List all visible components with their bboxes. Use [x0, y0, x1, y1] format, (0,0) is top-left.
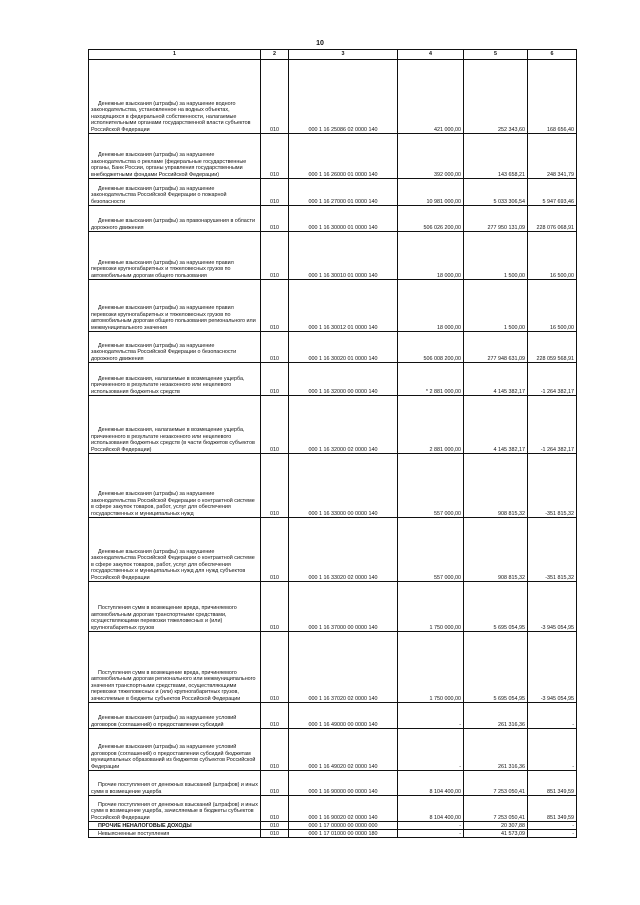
table-row [89, 796, 577, 822]
table-row [89, 729, 577, 771]
row-planned-amount: * 2 881 000,00 [398, 363, 464, 396]
header-col-2: 2 [261, 50, 289, 60]
row-planned-amount: - [398, 729, 464, 771]
row-unexecuted-amount: 228 059 568,91 [528, 332, 577, 363]
row-planned-amount: 506 026 200,00 [398, 206, 464, 232]
table-row [89, 280, 577, 332]
row-line-code: 010 [261, 396, 289, 454]
row-unexecuted-amount: - [528, 822, 577, 830]
row-budget-code: 000 1 16 30020 01 0000 140 [289, 332, 398, 363]
row-executed-amount: 277 948 631,09 [464, 332, 528, 363]
header-row [89, 50, 577, 60]
row-name: Поступления сумм в возмещение вреда, причиняемого автомобильным дорогам транспортными средствами, осуществляющими перевозки тяжеловесных и (или) крупногабаритных грузов [89, 582, 261, 632]
row-executed-amount: 252 343,60 [464, 60, 528, 134]
row-planned-amount: 1 750 000,00 [398, 582, 464, 632]
row-line-code: 010 [261, 280, 289, 332]
row-budget-code: 000 1 16 33000 00 0000 140 [289, 454, 398, 518]
row-name: Невыясненные поступления [89, 830, 261, 838]
row-unexecuted-amount: -3 945 054,95 [528, 582, 577, 632]
row-planned-amount: 392 000,00 [398, 134, 464, 179]
header-col-4: 4 [398, 50, 464, 60]
row-name: Денежные взыскания (штрафы) за нарушение водного законодательства, установленное на водных объектах, находящихся в федеральной собственности, налагаемые исполнительными органами государственной власти субъектов Российской Федерации [89, 60, 261, 134]
table-row [89, 582, 577, 632]
row-planned-amount: 2 881 000,00 [398, 396, 464, 454]
row-executed-amount: 261 316,36 [464, 703, 528, 729]
row-name: Денежные взыскания (штрафы) за нарушение правил перевозки крупногабаритных и тяжеловесных грузов по автомобильным дорогам общего пользования [89, 232, 261, 280]
row-line-code: 010 [261, 703, 289, 729]
row-name: Денежные взыскания, налагаемые в возмещение ущерба, причиненного в результате незаконного или нецелевого использования бюджетных средств (в части бюджетов субъектов Российской Федерации) [89, 396, 261, 454]
row-line-code: 010 [261, 454, 289, 518]
row-planned-amount: - [398, 703, 464, 729]
row-unexecuted-amount: 851 349,59 [528, 796, 577, 822]
table-row [89, 396, 577, 454]
row-budget-code: 000 1 16 37020 02 0000 140 [289, 632, 398, 703]
row-planned-amount: 10 981 000,00 [398, 179, 464, 206]
row-budget-code: 000 1 16 26000 01 0000 140 [289, 134, 398, 179]
row-planned-amount: 557 000,00 [398, 518, 464, 582]
row-executed-amount: 908 815,32 [464, 454, 528, 518]
table-row [89, 703, 577, 729]
row-executed-amount: 261 316,36 [464, 729, 528, 771]
row-line-code: 010 [261, 771, 289, 796]
table-row [89, 771, 577, 796]
row-line-code: 010 [261, 796, 289, 822]
row-budget-code: 000 1 17 01000 00 0000 180 [289, 830, 398, 838]
row-budget-code: 000 1 16 90020 02 0000 140 [289, 796, 398, 822]
row-name: Денежные взыскания (штрафы) за нарушение законодательства Российской Федерации о контрактной системе в сфере закупок товаров, работ, услуг для обеспечения государственных и муниципальных нужд для нужд субъектов Российской Федерации [89, 518, 261, 582]
row-name: Денежные взыскания, налагаемые в возмещение ущерба, причиненного в результате незаконного или нецелевого использования бюджетных средств [89, 363, 261, 396]
row-budget-code: 000 1 16 49020 02 0000 140 [289, 729, 398, 771]
row-unexecuted-amount: -1 264 382,17 [528, 396, 577, 454]
row-line-code: 010 [261, 518, 289, 582]
page-number: 10 [316, 40, 324, 47]
row-planned-amount: 1 750 000,00 [398, 632, 464, 703]
row-unexecuted-amount: -3 945 054,95 [528, 632, 577, 703]
row-line-code: 010 [261, 363, 289, 396]
row-planned-amount: - [398, 830, 464, 838]
row-budget-code: 000 1 16 25086 02 0000 140 [289, 60, 398, 134]
row-planned-amount: 557 000,00 [398, 454, 464, 518]
header-col-1: 1 [89, 50, 261, 60]
row-name: ПРОЧИЕ НЕНАЛОГОВЫЕ ДОХОДЫ [89, 822, 261, 830]
row-name: Поступления сумм в возмещение вреда, причиняемого автомобильным дорогам регионального или межмуниципального значения транспортными средствами, осуществляющими перевозки тяжеловесных и (или) крупногабаритных грузов, зачисляемые в бюджеты субъектов Российской Федерации [89, 632, 261, 703]
row-unexecuted-amount: - [528, 703, 577, 729]
row-line-code: 010 [261, 830, 289, 838]
row-unexecuted-amount: 248 341,79 [528, 134, 577, 179]
table-row [89, 830, 577, 838]
row-planned-amount: 18 000,00 [398, 232, 464, 280]
row-name: Денежные взыскания (штрафы) за нарушение законодательства Российской Федерации о безопасности дорожного движения [89, 332, 261, 363]
row-budget-code: 000 1 16 90000 00 0000 140 [289, 771, 398, 796]
row-budget-code: 000 1 16 32000 02 0000 140 [289, 396, 398, 454]
table-row [89, 518, 577, 582]
row-unexecuted-amount: 228 076 068,91 [528, 206, 577, 232]
header-col-5: 5 [464, 50, 528, 60]
row-budget-code: 000 1 17 00000 00 0000 000 [289, 822, 398, 830]
row-planned-amount: 18 000,00 [398, 280, 464, 332]
table-row [89, 206, 577, 232]
row-executed-amount: 4 145 382,17 [464, 363, 528, 396]
row-line-code: 010 [261, 60, 289, 134]
row-unexecuted-amount: - [528, 729, 577, 771]
table-row [89, 232, 577, 280]
row-budget-code: 000 1 16 30000 01 0000 140 [289, 206, 398, 232]
row-executed-amount: 143 658,21 [464, 134, 528, 179]
row-unexecuted-amount: 168 656,40 [528, 60, 577, 134]
row-name: Денежные взыскания (штрафы) за нарушение законодательства Российской Федерации о пожарной безопасности [89, 179, 261, 206]
row-executed-amount: 7 253 050,41 [464, 771, 528, 796]
row-budget-code: 000 1 16 37000 00 0000 140 [289, 582, 398, 632]
row-planned-amount: - [398, 822, 464, 830]
row-name: Денежные взыскания (штрафы) за нарушение условий договоров (соглашений) о предоставлении субсидий [89, 703, 261, 729]
row-name: Прочие поступления от денежных взысканий (штрафов) и иных сумм в возмещение ущерба, зачисляемые в бюджеты субъектов Российской Федерации [89, 796, 261, 822]
table-row [89, 363, 577, 396]
row-name: Денежные взыскания (штрафы) за нарушение правил перевозки крупногабаритных и тяжеловесных грузов по автомобильным дорогам общего пользования регионального или межмуниципального значения [89, 280, 261, 332]
row-budget-code: 000 1 16 30010 01 0000 140 [289, 232, 398, 280]
row-unexecuted-amount: 16 500,00 [528, 232, 577, 280]
row-executed-amount: 41 573,09 [464, 830, 528, 838]
row-unexecuted-amount: -351 815,32 [528, 454, 577, 518]
table-row [89, 179, 577, 206]
row-planned-amount: 421 000,00 [398, 60, 464, 134]
row-line-code: 010 [261, 179, 289, 206]
row-line-code: 010 [261, 632, 289, 703]
row-executed-amount: 20 307,88 [464, 822, 528, 830]
row-name: Денежные взыскания (штрафы) за нарушение законодательства о рекламе (федеральные государственные органы, Банк России, органы управления государственными внебюджетными фондами Российской Федерации) [89, 134, 261, 179]
row-line-code: 010 [261, 206, 289, 232]
row-line-code: 010 [261, 729, 289, 771]
table-row [89, 454, 577, 518]
header-col-6: 6 [528, 50, 577, 60]
header-col-3: 3 [289, 50, 398, 60]
row-planned-amount: 506 008 200,00 [398, 332, 464, 363]
row-name: Денежные взыскания (штрафы) за правонарушения в области дорожного движения [89, 206, 261, 232]
row-executed-amount: 7 253 050,41 [464, 796, 528, 822]
row-budget-code: 000 1 16 30012 01 0000 140 [289, 280, 398, 332]
row-executed-amount: 908 815,32 [464, 518, 528, 582]
row-unexecuted-amount: - [528, 830, 577, 838]
row-line-code: 010 [261, 232, 289, 280]
row-unexecuted-amount: -351 815,32 [528, 518, 577, 582]
row-name: Денежные взыскания (штрафы) за нарушение законодательства Российской Федерации о контрактной системе в сфере закупок товаров, работ, услуг для обеспечения государственных и муниципальных нужд [89, 454, 261, 518]
row-unexecuted-amount: -1 264 382,17 [528, 363, 577, 396]
row-unexecuted-amount: 5 947 693,46 [528, 179, 577, 206]
table-row [89, 332, 577, 363]
row-budget-code: 000 1 16 32000 00 0000 140 [289, 363, 398, 396]
row-budget-code: 000 1 16 27000 01 0000 140 [289, 179, 398, 206]
row-name: Прочие поступления от денежных взысканий (штрафов) и иных сумм в возмещение ущерба [89, 771, 261, 796]
row-name: Денежные взыскания (штрафы) за нарушение условий договоров (соглашений) о предоставлении субсидий бюджетам муниципальных образований из бюджетов субъектов Российской Федерации [89, 729, 261, 771]
row-line-code: 010 [261, 582, 289, 632]
row-line-code: 010 [261, 134, 289, 179]
revenue-table [88, 49, 577, 838]
row-line-code: 010 [261, 332, 289, 363]
row-planned-amount: 8 104 400,00 [398, 771, 464, 796]
row-line-code: 010 [261, 822, 289, 830]
table-row [89, 632, 577, 703]
table-row [89, 60, 577, 134]
row-executed-amount: 5 695 054,95 [464, 582, 528, 632]
row-executed-amount: 1 500,00 [464, 232, 528, 280]
row-budget-code: 000 1 16 33020 02 0000 140 [289, 518, 398, 582]
row-unexecuted-amount: 16 500,00 [528, 280, 577, 332]
row-planned-amount: 8 104 400,00 [398, 796, 464, 822]
row-executed-amount: 5 695 054,95 [464, 632, 528, 703]
table-row [89, 822, 577, 830]
row-unexecuted-amount: 851 349,59 [528, 771, 577, 796]
row-executed-amount: 5 033 306,54 [464, 179, 528, 206]
row-executed-amount: 1 500,00 [464, 280, 528, 332]
row-executed-amount: 277 950 131,09 [464, 206, 528, 232]
row-budget-code: 000 1 16 49000 00 0000 140 [289, 703, 398, 729]
table-row [89, 134, 577, 179]
row-executed-amount: 4 145 382,17 [464, 396, 528, 454]
